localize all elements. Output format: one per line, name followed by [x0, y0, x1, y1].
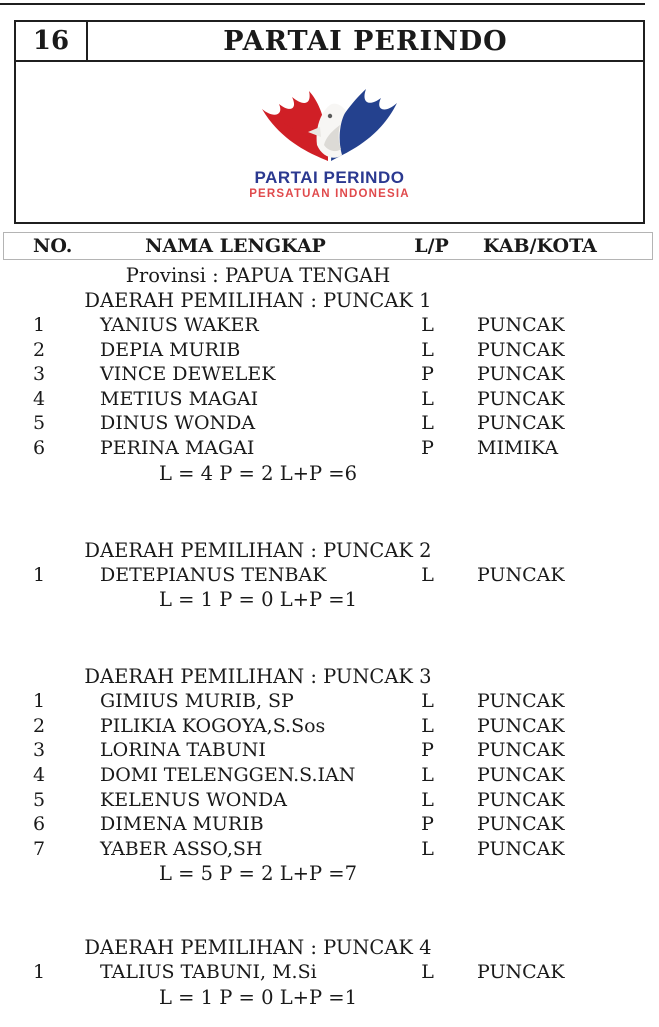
section-summary: L = 5 P = 2 L+P =7: [158, 862, 358, 886]
candidate-gender: L: [421, 387, 434, 410]
candidate-name: YABER ASSO,SH: [100, 837, 263, 860]
column-header-no: NO.: [33, 235, 73, 257]
candidate-gender: L: [421, 314, 434, 336]
candidate-row: [0, 837, 659, 862]
candidate-row: [0, 436, 659, 461]
candidate-row: [0, 812, 659, 837]
section-title: DAERAH PEMILIHAN : PUNCAK 3: [84, 665, 432, 689]
candidate-name: LORINA TABUNI: [100, 739, 266, 762]
section-title: DAERAH PEMILIHAN : PUNCAK 4: [84, 936, 432, 960]
electoral-district-section: [0, 538, 659, 613]
column-header-name: NAMA LENGKAP: [145, 235, 326, 257]
candidate-name: DINUS WONDA: [100, 412, 256, 435]
candidate-number: 6: [33, 813, 46, 836]
section-summary: L = 1 P = 0 L+P =1: [158, 985, 358, 1009]
electoral-district-section: [0, 288, 659, 486]
candidate-regency: PUNCAK: [477, 961, 565, 984]
candidate-name: VINCE DEWELEK: [100, 363, 276, 386]
candidate-row: [0, 714, 659, 739]
candidate-name: GIMIUS MURIB, SP: [100, 690, 294, 713]
candidate-regency: PUNCAK: [477, 788, 565, 811]
candidate-rows: [0, 960, 659, 985]
candidate-list-page: [0, 3, 659, 1027]
candidate-regency: PUNCAK: [477, 739, 565, 762]
candidate-row: [0, 387, 659, 412]
column-header-lp: L/P: [414, 235, 449, 257]
candidate-gender: L: [421, 690, 434, 713]
party-name-title: PARTAI PERINDO: [223, 25, 508, 57]
electoral-district-section: [0, 664, 659, 886]
logo-text-party-name: PARTAI PERINDO: [254, 168, 405, 187]
candidate-gender: P: [421, 436, 434, 459]
candidate-name: DOMI TELENGGEN.S.IAN: [100, 763, 356, 786]
candidate-name: TALIUS TABUNI, M.Si: [100, 961, 317, 984]
candidate-gender: P: [421, 813, 434, 836]
party-header-box: [14, 20, 645, 224]
candidate-regency: PUNCAK: [477, 363, 565, 386]
candidate-regency: PUNCAK: [477, 563, 565, 586]
candidate-regency: PUNCAK: [477, 314, 565, 336]
candidate-number: 5: [33, 412, 46, 435]
candidate-gender: L: [421, 412, 434, 435]
electoral-district-section: [0, 935, 659, 1010]
sections-container: [0, 288, 659, 1010]
candidate-row: [0, 689, 659, 714]
candidate-gender: L: [421, 961, 434, 984]
province-line: Provinsi : PAPUA TENGAH: [125, 264, 391, 287]
candidate-regency: PUNCAK: [477, 813, 565, 836]
candidate-row: [0, 763, 659, 788]
section-summary: L = 4 P = 2 L+P =6: [158, 461, 358, 485]
candidate-name: YANIUS WAKER: [100, 314, 259, 336]
party-logo-cell: [16, 62, 643, 222]
candidate-regency: PUNCAK: [477, 837, 565, 860]
candidate-row: [0, 362, 659, 387]
candidate-row: [0, 563, 659, 588]
candidate-number: 3: [33, 739, 46, 762]
candidate-number: 4: [33, 387, 46, 410]
candidate-number: 6: [33, 436, 46, 459]
eagle-logo-icon: [254, 83, 404, 165]
candidate-number: 1: [33, 961, 46, 984]
candidate-row: [0, 313, 659, 338]
candidate-gender: L: [421, 563, 434, 586]
candidate-row: [0, 338, 659, 363]
candidate-name: DIMENA MURIB: [100, 813, 264, 836]
party-header-row: [16, 22, 643, 62]
candidate-rows: [0, 313, 659, 461]
candidate-gender: L: [421, 714, 434, 737]
candidate-row: [0, 738, 659, 763]
candidate-name: KELENUS WONDA: [100, 788, 287, 811]
candidate-name: METIUS MAGAI: [100, 387, 259, 410]
candidate-number: 2: [33, 714, 46, 737]
candidate-regency: PUNCAK: [477, 763, 565, 786]
candidate-rows: [0, 689, 659, 861]
section-summary: L = 1 P = 0 L+P =1: [158, 588, 358, 612]
candidate-number: 4: [33, 763, 46, 786]
candidate-gender: P: [421, 739, 434, 762]
candidate-number: 3: [33, 363, 46, 386]
candidate-number: 1: [33, 563, 46, 586]
candidate-row: [0, 788, 659, 813]
candidate-regency: MIMIKA: [477, 436, 559, 459]
page-top-rule: [0, 3, 645, 5]
candidate-regency: PUNCAK: [477, 387, 565, 410]
candidate-regency: PUNCAK: [477, 714, 565, 737]
candidate-gender: L: [421, 788, 434, 811]
table-column-header: [3, 232, 653, 260]
candidate-number: 2: [33, 338, 46, 361]
candidate-name: DETEPIANUS TENBAK: [100, 563, 327, 586]
candidate-regency: PUNCAK: [477, 690, 565, 713]
candidate-name: PERINA MAGAI: [100, 436, 255, 459]
candidate-number: 1: [33, 690, 46, 713]
candidate-name: PILIKIA KOGOYA,S.Sos: [100, 714, 326, 737]
candidate-regency: PUNCAK: [477, 338, 565, 361]
party-number: 16: [16, 22, 88, 60]
party-logo: [249, 83, 410, 201]
candidate-name: DEPIA MURIB: [100, 338, 241, 361]
candidate-number: 1: [33, 314, 46, 336]
candidate-number: 7: [33, 837, 46, 860]
candidate-gender: L: [421, 837, 434, 860]
section-title: DAERAH PEMILIHAN : PUNCAK 1: [84, 289, 432, 312]
candidate-number: 5: [33, 788, 46, 811]
candidate-row: [0, 411, 659, 436]
logo-text-tagline: PERSATUAN INDONESIA: [249, 188, 410, 200]
candidate-rows: [0, 563, 659, 588]
candidate-row: [0, 960, 659, 985]
candidate-regency: PUNCAK: [477, 412, 565, 435]
section-title: DAERAH PEMILIHAN : PUNCAK 2: [84, 538, 432, 562]
candidate-gender: P: [421, 363, 434, 386]
candidate-gender: L: [421, 338, 434, 361]
column-header-kab: KAB/KOTA: [483, 235, 597, 257]
candidate-gender: L: [421, 763, 434, 786]
